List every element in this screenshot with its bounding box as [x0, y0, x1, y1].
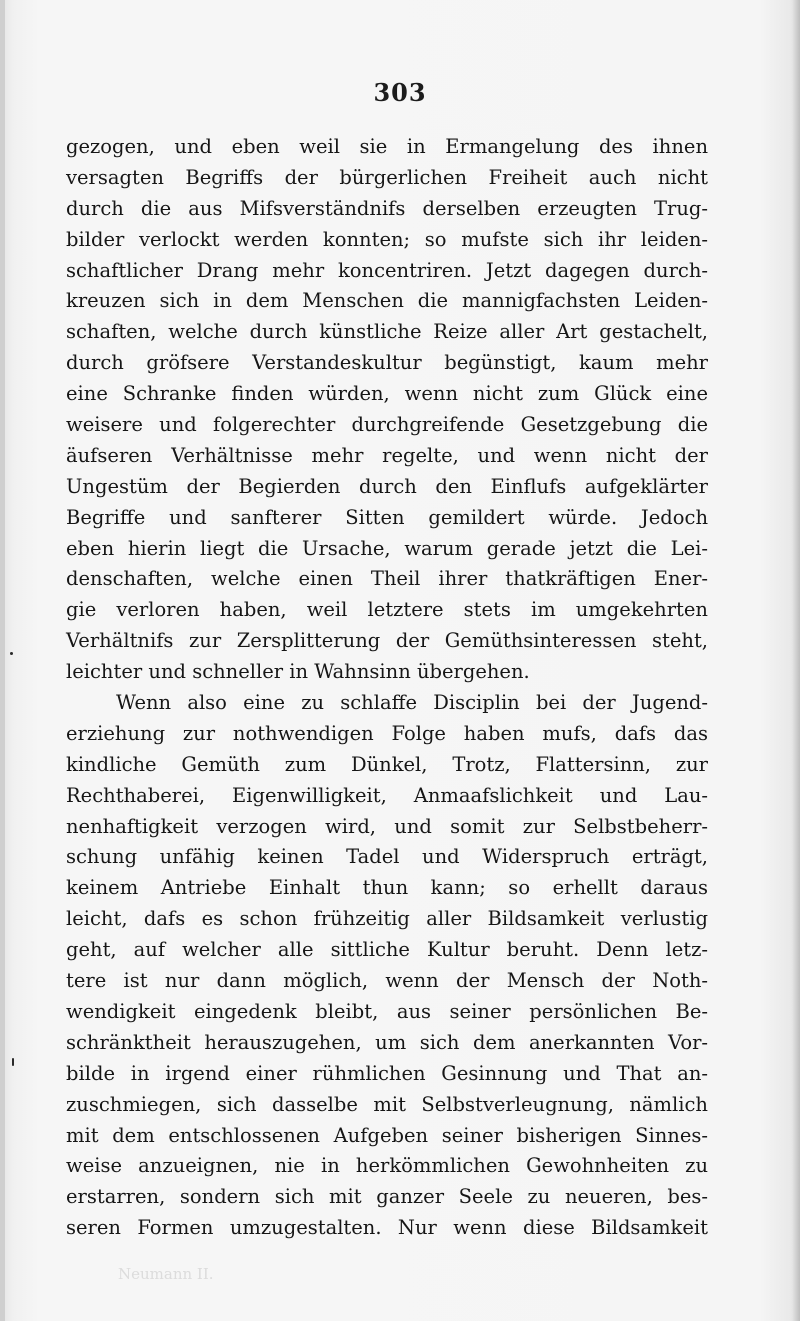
text-line: bilde in irgend einer rühmlichen Gesinnung und That an-: [66, 1061, 708, 1085]
text-line: tere ist nur dann möglich, wenn der Mensch der Noth-: [66, 969, 708, 993]
text-line: kreuzen sich in dem Menschen die mannigfachsten Leiden-: [66, 289, 708, 313]
text-line: gie verloren haben, weil letztere stets im umgekehrten: [66, 598, 708, 622]
text-line: erziehung zur nothwendigen Folge haben mufs, dafs das: [66, 721, 708, 745]
text-line: zuschmiegen, sich dasselbe mit Selbstverleugnung, nämlich: [66, 1092, 708, 1116]
ink-speck: [12, 1058, 14, 1066]
text-line: erstarren, sondern sich mit ganzer Seele zu neueren, bes-: [66, 1185, 708, 1209]
text-line: äufseren Verhältnisse mehr regelte, und wenn nicht der: [66, 443, 708, 467]
text-line: kindliche Gemüth zum Dünkel, Trotz, Flattersinn, zur: [66, 752, 708, 776]
text-line: eine Schranke finden würden, wenn nicht zum Glück eine: [66, 382, 708, 406]
text-line: gezogen, und eben weil sie in Ermangelung des ihnen: [66, 135, 708, 158]
printer-signature: Neumann II.: [118, 1265, 214, 1283]
text-line: schaftlicher Drang mehr koncentriren. Jetzt dagegen durch-: [66, 258, 708, 282]
page-right-edge: [792, 0, 800, 1321]
text-line: Rechthaberei, Eigenwilligkeit, Anmaafslichkeit und Lau-: [66, 783, 708, 807]
text-line: schränktheit herauszugehen, um sich dem anerkannten Vor-: [66, 1030, 708, 1054]
page-number: 303: [373, 78, 427, 107]
body-text: [66, 132, 708, 1244]
ink-speck: [10, 652, 13, 655]
text-line: Begriffe und sanfterer Sitten gemildert würde. Jedoch: [66, 505, 708, 529]
page-left-edge: [0, 0, 5, 1321]
text-line: weise anzueignen, nie in herkömmlichen Gewohnheiten zu: [66, 1154, 708, 1178]
text-line: wendigkeit eingedenk bleibt, aus seiner persönlichen Be-: [66, 999, 708, 1023]
text-line: schung unfähig keinen Tadel und Widerspruch erträgt,: [66, 845, 708, 869]
text-line: keinem Antriebe Einhalt thun kann; so erhellt daraus: [66, 876, 708, 900]
text-line: weisere und folgerechter durchgreifende Gesetzgebung die: [66, 413, 708, 437]
text-line: seren Formen umzugestalten. Nur wenn diese Bildsamkeit: [66, 1216, 708, 1240]
text-line: geht, auf welcher alle sittliche Kultur beruht. Denn letz-: [66, 938, 708, 962]
text-line: Verhältnifs zur Zersplitterung der Gemüthsinteressen steht,: [66, 629, 708, 653]
text-line: denschaften, welche einen Theil ihrer thatkräftigen Ener-: [66, 567, 708, 591]
text-line: nenhaftigkeit verzogen wird, und somit zur Selbstbeherr-: [66, 814, 708, 838]
text-line: Wenn also eine zu schlaffe Disciplin bei der Jugend-: [116, 691, 708, 715]
text-line: schaften, welche durch künstliche Reize aller Art gestachelt,: [66, 320, 708, 344]
text-line: bilder verlockt werden konnten; so mufste sich ihr leiden-: [66, 227, 708, 251]
text-line: durch die aus Mifsverständnifs derselben erzeugten Trug-: [66, 196, 708, 220]
text-line: versagten Begriffs der bürgerlichen Freiheit auch nicht: [66, 165, 708, 189]
text-line: Ungestüm der Begierden durch den Einflufs aufgeklärter: [66, 474, 708, 498]
text-line: durch gröfsere Verstandeskultur begünstigt, kaum mehr: [66, 351, 708, 375]
text-line: mit dem entschlossenen Aufgeben seiner bisherigen Sinnes-: [66, 1123, 708, 1147]
text-line: leichter und schneller in Wahnsinn übergehen.: [66, 660, 530, 684]
text-line: leicht, dafs es schon frühzeitig aller Bildsamkeit verlustig: [66, 907, 708, 931]
text-line: eben hierin liegt die Ursache, warum gerade jetzt die Lei-: [66, 536, 708, 560]
